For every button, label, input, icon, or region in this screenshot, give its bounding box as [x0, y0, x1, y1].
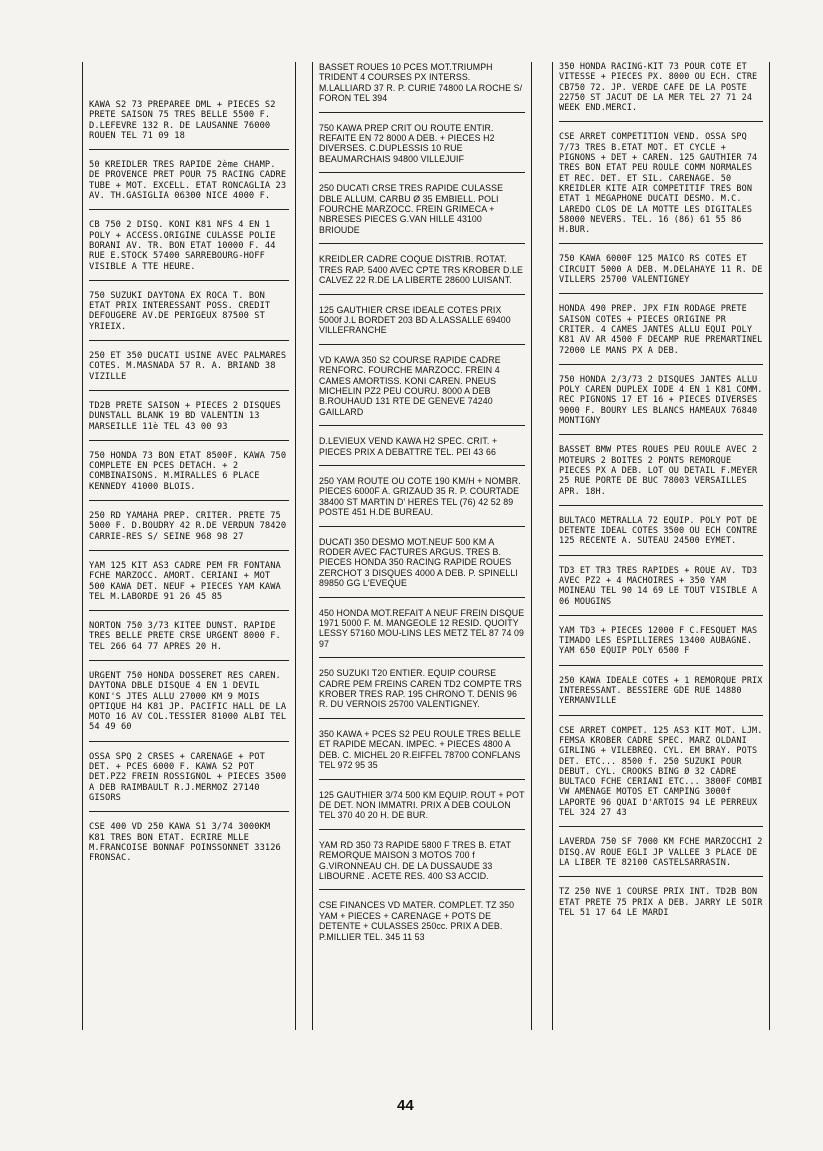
classified-ad: OSSA SPQ 2 CRSES + CARENAGE + POT DET. + PCES 6000 F. KAWA S2 POT DET.PZ2 FREIN ROSSIGNOL + PIECES 3500 A DEB RAIMBAULT R.J.MERMOZ 27140 GISORS [89, 752, 289, 812]
classified-ad: YAM RD 350 73 RAPIDE 5800 F TRES B. ETAT REMORQUE MAISON 3 MOTOS 700 f G.VIRONNEAU CH. DE LA DUSSAUDE 33 LIBOURNE . ACETE RES. 400 S3 ACCID. [319, 840, 525, 891]
classified-ad: 750 KAWA PREP CRIT OU ROUTE ENTIR. REFAITE EN 72 8000 A DEB. + PIECES H2 DIVERSES. C.DUPLESSIS 10 RUE BEAUMARCHAIS 94800 VILLEJUIF [319, 123, 525, 174]
classified-ad: 750 HONDA 2/3/73 2 DISQUES JANTES ALLU POLY CAREN DUPLEX IODE 4 EN 1 K81 COMM. REC PIGNONS 17 ET 16 + PIECES DIVERSES 9000 F. BOURY LES BLANCS HAMEAUX 76840 MONTIGNY [559, 375, 763, 435]
classified-ad: DUCATI 350 DESMO MOT.NEUF 500 KM A RODER AVEC FACTURES ARGUS. TRES B. PIECES HONDA 350 RACING RAPIDE ROUES ZERCHOT 3 DISQUES 4000 A DEB. P. SPINELLI 89850 GG L'EVEQUE [319, 537, 525, 598]
classified-ad: VD KAWA 350 S2 COURSE RAPIDE CADRE RENFORC. FOURCHE MARZOCC. FREIN 4 CAMES AMORTISS. KONI CAREN. PNEUS MICHELIN PZ2 PEU COURU. 8000 A DEB B.ROUHAUD 131 RTE DE GENEVE 74240 GAILLARD [319, 355, 525, 426]
classified-ad: 125 GAUTHIER 3/74 500 KM EQUIP. ROUT + POT DE DET. NON IMMATRI. PRIX A DEB COULON TEL 370 40 20 H. DE BUR. [319, 790, 525, 830]
classified-ad: YAM TD3 + PIECES 12000 F C.FESQUET MAS TIMADO LES ESPILLIERES 13400 AUBAGNE. YAM 650 EQUIP POLY 6500 F [559, 626, 763, 666]
classified-ad: URGENT 750 HONDA DOSSERET RES CAREN. DAYTONA DBLE DISQUE 4 EN 1 DEVIL KONI'S JTES ALLU 27000 KM 9 MOIS OPTIQUE H4 K81 JP. PACIFIC HALL DE LA MOTO 16 AV COL.TESSIER 81000 ALBI TEL 54 49 60 [89, 671, 289, 742]
classified-ad: 50 KREIDLER TRES RAPIDE 2ème CHAMP. DE PROVENCE PRET POUR 75 RACING CADRE TUBE + MOT. EXCELL. ETAT RONCAGLIA 23 AV. TH.GASIGLIA 06300 NICE 4000 F. [89, 160, 289, 210]
classified-ad: 250 KAWA IDEALE COTES + 1 REMORQUE PRIX INTERESSANT. BESSIERE GDE RUE 14880 YERMANVILLE [559, 676, 763, 716]
classified-ad: TD3 ET TR3 TRES RAPIDES + ROUE AV. TD3 AVEC PZ2 + 4 MACHOIRES + 350 YAM MOINEAU TEL 90 14 69 LE TOUT VISIBLE A 06 MOUGINS [559, 566, 763, 616]
classified-ad: 750 KAWA 6000F 125 MAICO RS COTES ET CIRCUIT 5000 A DEB. M.DELAHAYE 11 R. DE VILLERS 25700 VALENTIGNEY [559, 254, 763, 294]
classified-ad: NORTON 750 3/73 KITEE DUNST. RAPIDE TRES BELLE PRETE CRSE URGENT 8000 F. TEL 266 64 77 APRES 20 H. [89, 621, 289, 661]
classified-ad: CSE 400 VD 250 KAWA S1 3/74 3000KM K81 TRES BON ETAT. ECRIRE MLLE M.FRANCOISE BONNAF POINSSONNET 33126 FRONSAC. [89, 822, 281, 864]
classifieds-column-1 [82, 62, 296, 1030]
classified-ad: CSE ARRET COMPETITION VEND. OSSA SPQ 7/73 TRES B.ETAT MOT. ET CYCLE + PIGNONS + DET + CAREN. 125 GAUTHIER 74 TRES BON ETAT PEU ROULE COMM NORMALES ET REC. DET. ET SIL. CARENAGE. 50 KREIDLER KITE AIR COMPETITIF TRES BON ETAT 1 MEGAPHONE DUCATI DESMO. M.C. LAREDO CLOS DE LA MOTTE LES DIGITALES 58000 NEVERS. TEL. 16 (86) 61 55 86 H.BUR. [559, 132, 763, 244]
classified-ad: CSE FINANCES VD MATER. COMPLET. TZ 350 YAM + PIECES + CARENAGE + POTS DE DETENTE + CULASSES 250cc. PRIX A DEB. P.MILLIER TEL. 345 11 53 [319, 900, 515, 942]
classified-ad: 250 ET 350 DUCATI USINE AVEC PALMARES COTES. M.MASNADA 57 R. A. BRIAND 38 VIZILLE [89, 351, 289, 391]
classified-ad: HONDA 490 PREP. JPX FIN RODAGE PRETE SAISON COTES + PIECES ORIGINE PR CRITER. 4 CAMES JANTES ALLU EQUI POLY K81 AV AR 4500 F DECAMP RUE PREMARTINEL 72000 LE MANS PX A DEB. [559, 304, 763, 364]
classified-ad: TZ 250 NVE 1 COURSE PRIX INT. TD2B BON ETAT PRETE 75 PRIX A DEB. JARRY LE SOIR TEL 51 17 64 LE MARDI [559, 887, 763, 918]
classified-ad: 250 RD YAMAHA PREP. CRITER. PRETE 75 5000 F. D.BOUDRY 42 R.DE VERDUN 78420 CARRIE-RES S/ SEINE 968 98 27 [89, 511, 289, 551]
column-top-spacer [89, 62, 289, 100]
classified-ad: 250 DUCATI CRSE TRES RAPIDE CULASSE DBLE ALLUM. CARBU Ø 35 EMBIELL. POLI FOURCHE MARZOCC. FREIN GRIMECA + NBRESES PIECES G.VAN HILLE 43100 BRIOUDE [319, 183, 525, 244]
classified-ad: BULTACO METRALLA 72 EQUIP. POLY POT DE DETENTE IDEAL COTES 3500 OU ECH CONTRE 125 RECENTE A. SUTEAU 24500 EYMET. [559, 516, 763, 556]
classified-ad: 450 HONDA MOT.REFAIT A NEUF FREIN DISQUE 1971 5000 F. M. MANGEOLE 12 RESID. QUOITY LESSY 57160 MOU-LINS LES METZ TEL 87 74 09 97 [319, 608, 525, 659]
classified-ad: 750 SUZUKI DAYTONA EX ROCA T. BON ETAT PRIX INTERESSANT POSS. CREDIT DEFOUGERE AV.DE PERIGEUX 87500 ST YRIEIX. [89, 291, 289, 341]
classified-ad: CSE ARRET COMPET. 125 AS3 KIT MOT. LJM. FEMSA KROBER CADRE SPEC. MARZ OLDANI GIRLING + VILEBREQ. CYL. EM BRAY. POTS DET. ETC... 8500 f. 250 SUZUKI POUR DEBUT. CYL. CROOKS BING Ø 32 CADRE BULTACO FCHE CERIANI ETC... 3800F COMBI VW AMENAGE MOTOS ET CAMPING 3000f LAPORTE 96 QUAI D'ARTOIS 94 LE PERREUX TEL 324 27 43 [559, 726, 763, 828]
classified-ad: CB 750 2 DISQ. KONI K81 NFS 4 EN 1 POLY + ACCESS.ORIGINE CULASSE POLIE BORANI AV. TR. BON ETAT 10000 F. 44 RUE E.STOCK 57400 SARREBOURG-HOFF VISIBLE A TTE HEURE. [89, 220, 289, 280]
classified-ad: YAM 125 KIT AS3 CADRE PEM FR FONTANA FCHE MARZOCC. AMORT. CERIANI + MOT 500 KAWA DET. NEUF + PIECES YAM KAWA TEL M.LABORDE 91 26 45 85 [89, 561, 289, 611]
classified-ad: BASSET ROUES 10 PCES MOT.TRIUMPH TRIDENT 4 COURSES PX INTERSS. M.LALLIARD 37 R. P. CURIE 74800 LA ROCHE S/ FORON TEL 394 [319, 62, 525, 113]
classified-ad: 250 SUZUKI T20 ENTIER. EQUIP COURSE CADRE PEM FREINS CAREN TD2 COMPTE TRS KROBER TRES RAP. 195 CHRONO T. DENIS 96 R. DU VERNOIS 25700 VALENTIGNEY. [319, 668, 525, 719]
classified-ad: LAVERDA 750 SF 7000 KM FCHE MARZOCCHI 2 DISQ.AV ROUE EGLI JP VALLEE 3 PLACE DE LA LIBER TE 82100 CASTELSARRASIN. [559, 837, 763, 877]
classified-ad: 350 HONDA RACING-KIT 73 POUR COTE ET VITESSE + PIECES PX. 8000 OU ECH. CTRE CB750 72. JP. VERDE CAFE DE LA POSTE 22750 ST JACUT DE LA MER TEL 27 71 24 WEEK END.MERCI. [559, 62, 763, 122]
classifieds-column-2 [312, 62, 532, 1030]
classified-ad: TD2B PRETE SAISON + PIECES 2 DISQUES DUNSTALL BLANK 19 BD VALENTIN 13 MARSEILLE 11è TEL 43 00 93 [89, 401, 289, 441]
classified-ad: KAWA S2 73 PREPAREE DML + PIECES S2 PRETE SAISON 75 TRES BELLE 5500 F. D.LEFEVRE 132 R. DE LAUSANNE 76000 ROUEN TEL 71 09 18 [89, 100, 289, 150]
classified-ad: 750 HONDA 73 BON ETAT 8500F. KAWA 750 COMPLETE EN PCES DETACH. + 2 COMBINAISONS. M.MIRALLES 6 PLACE KENNEDY 41000 BLOIS. [89, 451, 289, 501]
classified-ad: D.LEVIEUX VEND KAWA H2 SPEC. CRIT. + PIECES PRIX A DEBATTRE TEL. PEI 43 66 [319, 436, 525, 466]
classified-ad: BASSET BMW PTES ROUES PEU ROULE AVEC 2 MOTEURS 2 BOITES 2 PONTS REMORQUE PIECES PX A DEB. LOT OU DETAIL F.MEYER 25 RUE PORTE DE BUC 78003 VERSAILLES APR. 18H. [559, 445, 763, 505]
classified-ad: 250 YAM ROUTE OU COTE 190 KM/H + NOMBR. PIECES 6000F A. GRIZAUD 35 R. P. COURTADE 38400 ST MARTIN D' HERES TEL (76) 42 52 89 POSTE 451 H.DE BUREAU. [319, 476, 525, 527]
classified-ad: KREIDLER CADRE COQUE DISTRIB. ROTAT. TRES RAP. 5400 AVEC CPTE TRS KROBER D.LE CALVEZ 22 R.DE LA LIBERTE 28600 LUISANT. [319, 254, 525, 294]
classified-ad: 350 KAWA + PCES S2 PEU ROULE TRES BELLE ET RAPIDE MECAN. IMPEC. + PIECES 4800 A DEB. C. MICHEL 20 R.EIFFEL 78700 CONFLANS TEL 972 95 35 [319, 729, 525, 780]
page-number: 44 [397, 1097, 414, 1114]
classifieds-column-3 [552, 62, 770, 1030]
classified-ad: 125 GAUTHIER CRSE IDEALE COTES PRIX 5000f J.L BORDET 203 BD A.LASSALLE 69400 VILLEFRANCHE [319, 305, 525, 345]
